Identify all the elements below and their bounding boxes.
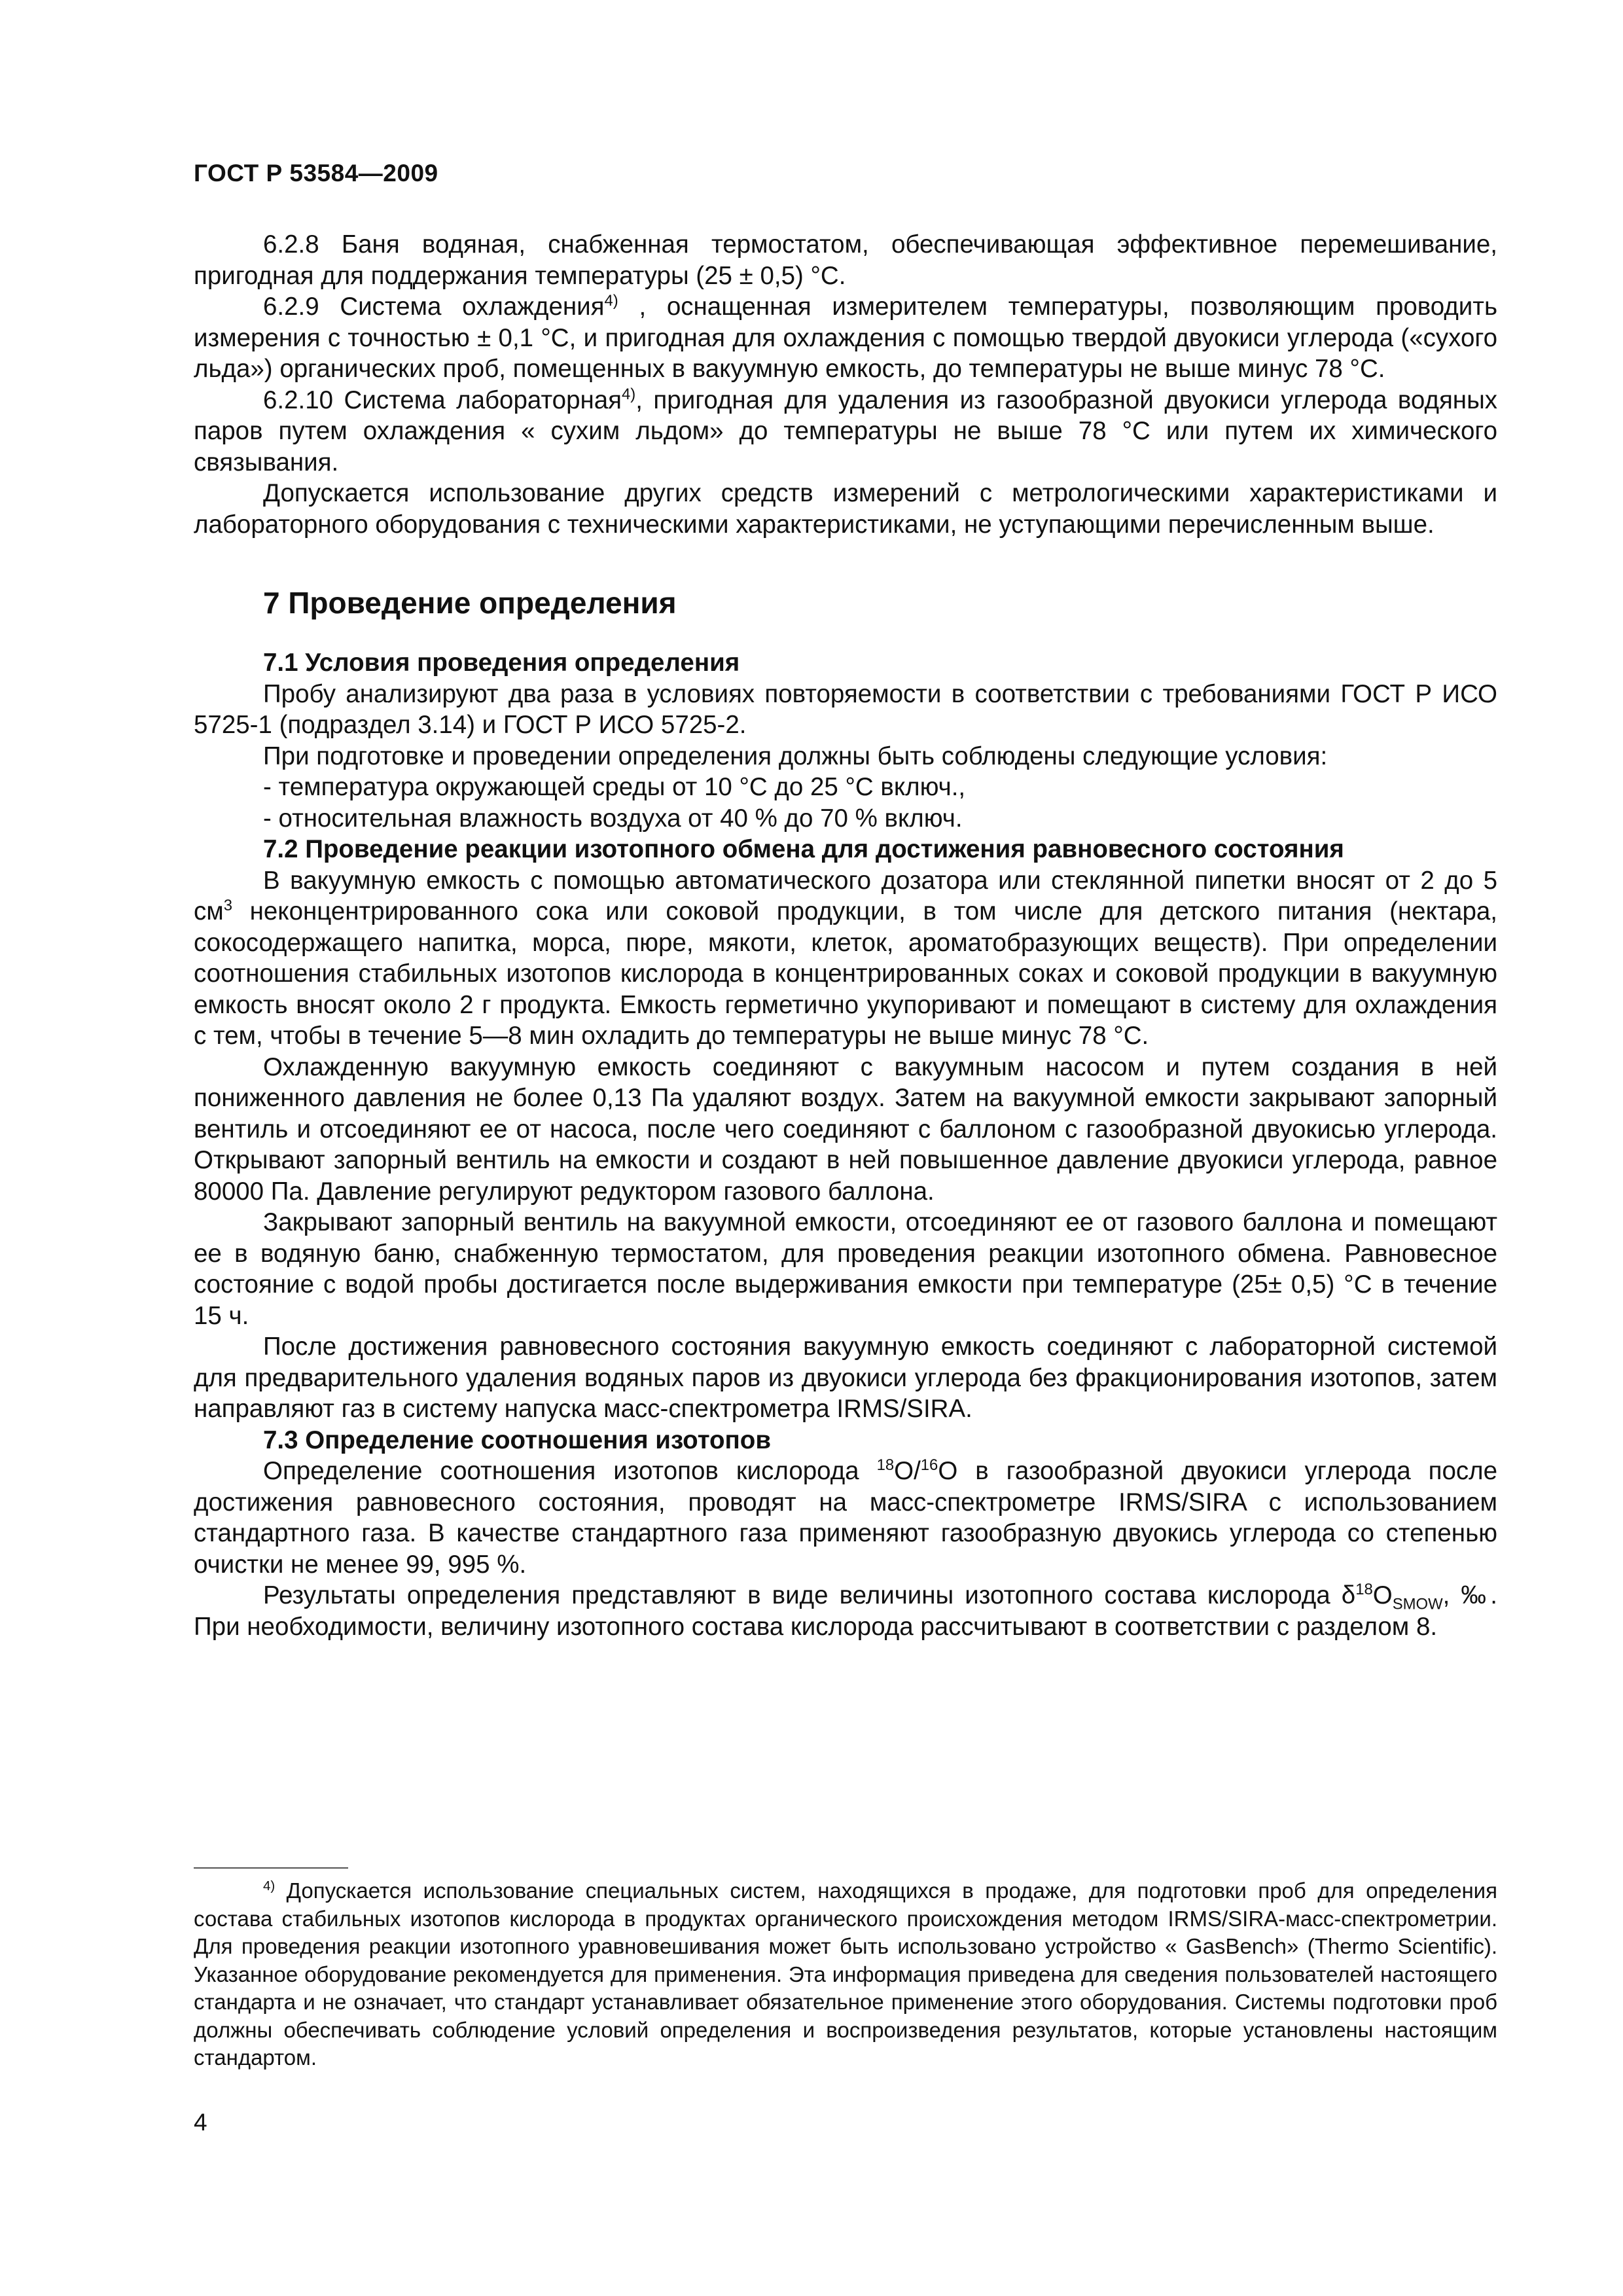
paragraph-7-2-2: Охлажденную вакуумную емкость соединяют с вакуумным насосом и путем создания в ней пониженного давления не более 0,13 Па удаляют воздух. Затем на вакуумной емкости закрывают запорный вентиль и отсоединяют ее от насоса, после чего соединяют с баллоном с газообразной двуокисью углерода. Открывают запорный вентиль на емкости и создают в ней повышенное давление двуокиси углерода, равное 80000 Па. Давление регулируют редуктором газового баллона. xyxy=(194,1052,1497,1206)
text: O xyxy=(1372,1581,1393,1609)
paragraph-6-2-10 xyxy=(194,385,1497,478)
footnote-separator xyxy=(194,1867,348,1869)
text: , пригодная для удаления из газообразной двуокиси углерода водяных паров путем охлаждения « сухим льдом» до температуры не выше 78 °С или путем их химического связывания. xyxy=(194,386,1497,476)
superscript: 18 xyxy=(1355,1581,1373,1599)
paragraph-7-3-2 xyxy=(194,1580,1497,1642)
footnote xyxy=(194,1877,1497,2072)
subsection-7-2-heading: 7.2 Проведение реакции изотопного обмена для достижения равновесного состояния xyxy=(263,835,1344,863)
text: O в газообразной двуокиси углерода после достижения равновесного состояния, проводят на масс-спектрометре IRMS/SIRA с использованием стандартного газа. В качестве стандартного газа применяют газообразную двуокись углерода со степенью очистки не менее 99, 995 %. xyxy=(194,1457,1497,1579)
footnote-ref: 4) xyxy=(622,385,636,403)
superscript: 18 xyxy=(876,1456,895,1475)
paragraph-7-1-1: Пробу анализируют два раза в условиях повторяемости в соответствии с требованиями ГОСТ Р ИСО 5725-1 (подраздел 3.14) и ГОСТ Р ИСО 5725-2. xyxy=(194,679,1497,739)
text: Определение соотношения изотопов кислорода xyxy=(263,1457,877,1485)
footnote-marker: 4) xyxy=(263,1878,276,1893)
section-7-heading: 7 Проведение определения xyxy=(263,586,677,620)
text: В вакуумную емкость с помощью автоматического дозатора или стеклянной пипетки вносят от 2 до 5 см xyxy=(194,866,1497,925)
paragraph-allowance: Допускается использование других средств измерений с метрологическими характеристиками и лабораторного оборудования с техническими характеристиками, не уступающими перечисленным выше. xyxy=(194,479,1497,539)
subsection-7-1-heading: 7.1 Условия проведения определения xyxy=(263,649,740,677)
document-body xyxy=(194,229,1497,1642)
superscript: 16 xyxy=(920,1456,938,1475)
document-header: ГОСТ Р 53584—2009 xyxy=(194,160,438,187)
paragraph-7-2-1 xyxy=(194,865,1497,1052)
paragraph-7-3-1 xyxy=(194,1456,1497,1580)
paragraph-6-2-9 xyxy=(194,291,1497,385)
superscript: 3 xyxy=(223,897,232,915)
list-item: - температура окружающей среды от 10 °С до 25 °С включ., xyxy=(263,773,966,801)
text: 6.2.9 Система охлаждения xyxy=(263,293,605,321)
subscript: SMOW xyxy=(1392,1595,1443,1613)
paragraph-7-2-3: Закрывают запорный вентиль на вакуумной емкости, отсоединяют ее от газового баллона и помещают ее в водяную баню, снабженную термостатом, для проведения реакции изотопного обмена. Равновесное состояние с водой пробы достигается после выдерживания емкости при температуре (25± 0,5) °С в течение 15 ч. xyxy=(194,1208,1497,1330)
text: , ‰. При необходимости, величину изотопного состава кислорода рассчитывают в соответствии с разделом 8. xyxy=(194,1581,1497,1641)
page-number: 4 xyxy=(194,2109,207,2136)
spacer xyxy=(194,621,1497,647)
list-item: - относительная влажность воздуха от 40 % до 70 % включ. xyxy=(263,804,963,833)
footnote-text: Допускается использование специальных систем, находящихся в продаже, для подготовки проб для определения состава стабильных изотопов кислорода в продуктах органического происхождения методом IRMS/SIRA-масс-спектрометрии. Для проведения реакции изотопного уравновешивания может быть использовано устройство « GasBench» (Thermo Scientific). Указанное оборудование рекомендуется для применения. Эта информация приведена для сведения пользователей настоящего стандарта и не означает, что стандарт устанавливает обязательное применение этого оборудования. Системы подготовки проб должны обеспечивать соблюдение условий определения и воспроизведения результатов, которые установлены настоящим стандартом. xyxy=(194,1878,1497,2070)
text: неконцентрированного сока или соковой продукции, в том числе для детского питания (нектара, сокосодержащего напитка, морса, пюре, мякоти, клеток, ароматобразующих веществ). При определении соотношения стабильных изотопов кислорода в концентрированных соках и соковой продукции в вакуумную емкость вносят около 2 г продукта. Емкость герметично укупоривают и помещают в систему для охлаждения с тем, чтобы в течение 5—8 мин охладить до температуры не выше минус 78 °С. xyxy=(194,897,1497,1050)
paragraph-7-1-2: При подготовке и проведении определения должны быть соблюдены следующие условия: xyxy=(263,742,1328,770)
footnote-ref: 4) xyxy=(604,292,618,310)
text: Результаты определения представляют в виде величины изотопного состава кислорода δ xyxy=(263,1581,1356,1609)
paragraph-6-2-8: 6.2.8 Баня водяная, снабженная термостатом, обеспечивающая эффективное перемешивание, пригодная для поддержания температуры (25 ± 0,5) °С. xyxy=(194,230,1497,290)
text: O/ xyxy=(894,1457,921,1485)
paragraph-7-2-4: После достижения равновесного состояния вакуумную емкость соединяют с лабораторной системой для предварительного удаления водяных паров из двуокиси углерода без фракционирования изотопов, затем направляют газ в систему напуска масс-спектрометра IRMS/SIRA. xyxy=(194,1333,1497,1423)
text: 6.2.10 Система лабораторная xyxy=(263,386,622,414)
subsection-7-3-heading: 7.3 Определение соотношения изотопов xyxy=(263,1426,771,1454)
text: , оснащенная измерителем температуры, позволяющим проводить измерения с точностью ± 0,1 °С, и пригодная для охлаждения с помощью твердой двуокиси углерода («сухого льда») органических проб, помещенных в вакуумную емкость, до температуры не выше минус 78 °С. xyxy=(194,293,1497,383)
